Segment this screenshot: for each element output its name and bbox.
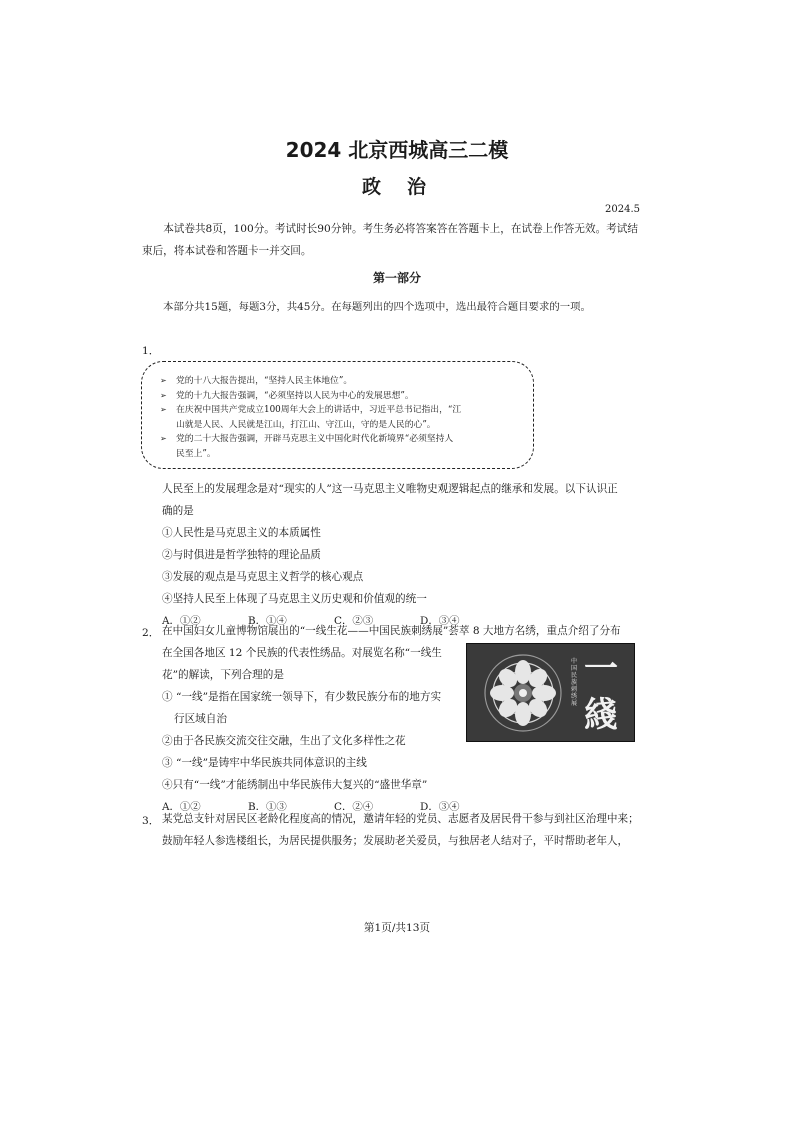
statement: 行区域自治 [174, 713, 227, 725]
arrow-bullet-icon: ➢ [160, 434, 167, 443]
embroidered-flower-icon [477, 650, 569, 736]
question-stem: 确的是 [162, 505, 194, 517]
option-a: A．①② [162, 801, 201, 813]
quote-item [160, 389, 519, 404]
option-d: D．③④ [420, 615, 460, 627]
quote-item [160, 403, 519, 432]
statement: ③发展的观点是马克思主义哲学的核心观点 [162, 571, 364, 583]
question-number: 2． [142, 627, 160, 639]
quote-line: 民至上”。 [176, 448, 216, 459]
exam-instructions [142, 218, 648, 262]
statement: ④只有“一线”才能绣制出中华民族伟大复兴的“盛世华章” [162, 779, 428, 791]
page-footer: 第1页/共13页 [363, 922, 431, 934]
quote-line: 党的十八大报告提出，“坚持人民主体地位”。 [176, 376, 353, 386]
part-title: 第一部分 [372, 271, 421, 285]
question-1-body [162, 478, 640, 632]
quote-item [160, 374, 519, 389]
option-a: A．①② [162, 615, 201, 627]
question-3-body [162, 808, 652, 852]
subject-title: 政治 [361, 176, 452, 198]
question-number: 3． [142, 815, 160, 827]
quote-line: 山就是人民、人民就是江山，打江山、守江山，守的是人民的心”。 [176, 419, 436, 430]
instruction-line: 本试卷共8页，100分。考试时长90分钟。考生务必将答案答在答题卡上，在试卷上作答无效。考试结 [163, 223, 638, 235]
option-c: C．②③ [334, 615, 374, 627]
poster-subtitle: 中国民族刺绣展 [571, 658, 578, 707]
quote-line: 党的二十大报告强调，开辟马克思主义中国化时代化新境界“必须坚持人 [176, 434, 454, 444]
quote-item [160, 432, 519, 461]
exam-title: 2024 北京西城高三二模 [285, 138, 509, 162]
quote-line: 在庆祝中国共产党成立100周年大会上的讲话中，习近平总书记指出，“江 [176, 405, 462, 415]
option-c: C．②④ [334, 801, 374, 813]
exam-date: 2024.5 [605, 204, 640, 215]
exhibition-poster [466, 643, 635, 742]
statement: ③ “一线”是铸牢中华民族共同体意识的主线 [162, 757, 367, 769]
quote-box [141, 361, 534, 469]
question-stem: 在中国妇女儿童博物馆展出的“一线生花——中国民族刺绣展”荟萃 8 大地方名绣，重点介绍了分布 [162, 625, 621, 637]
statement: ②由于各民族交流交往交融，生出了文化多样性之花 [162, 735, 406, 747]
instruction-line: 束后，将本试卷和答题卡一并交回。 [142, 245, 312, 257]
question-number: 1． [142, 345, 160, 357]
option-b: B．①④ [248, 615, 287, 627]
statement: ① “一线”是指在国家统一领导下，有少数民族分布的地方实 [162, 691, 442, 703]
statement: ②与时俱进是哲学独特的理论品质 [162, 549, 321, 561]
question-stem: 花”的解读，下列合理的是 [162, 669, 284, 681]
statement: ①人民性是马克思主义的本质属性 [162, 527, 321, 539]
question-stem: 某党总支针对居民区老龄化程度高的情况，邀请年轻的党员、志愿者及居民骨干参与到社区治理中来； [162, 813, 639, 825]
option-b: B．①③ [248, 801, 287, 813]
statement: ④坚持人民至上体现了马克思主义历史观和价值观的统一 [162, 593, 427, 605]
part-note: 本部分共15题，每题3分，共45分。在每题列出的四个选项中，选出最符合题目要求的一项。 [163, 301, 591, 313]
option-d: D．③④ [420, 801, 460, 813]
arrow-bullet-icon: ➢ [160, 376, 167, 385]
question-stem: 人民至上的发展理念是对“现实的人”这一马克思主义唯物史观逻辑起点的继承和发展。以下认识正 [162, 483, 618, 495]
question-stem: 鼓励年轻人参选楼组长，为居民提供服务；发展助老关爱员，与独居老人结对子，平时帮助老年人， [162, 835, 629, 847]
question-stem: 在全国各地区 12 个民族的代表性绣品。对展览名称“一线生 [162, 647, 442, 659]
poster-title: 一綫 [584, 649, 618, 735]
arrow-bullet-icon: ➢ [160, 390, 167, 400]
arrow-bullet-icon: ➢ [160, 405, 167, 414]
quote-line: 党的十九大报告强调，“必须坚持以人民为中心的发展思想”。 [176, 390, 414, 401]
